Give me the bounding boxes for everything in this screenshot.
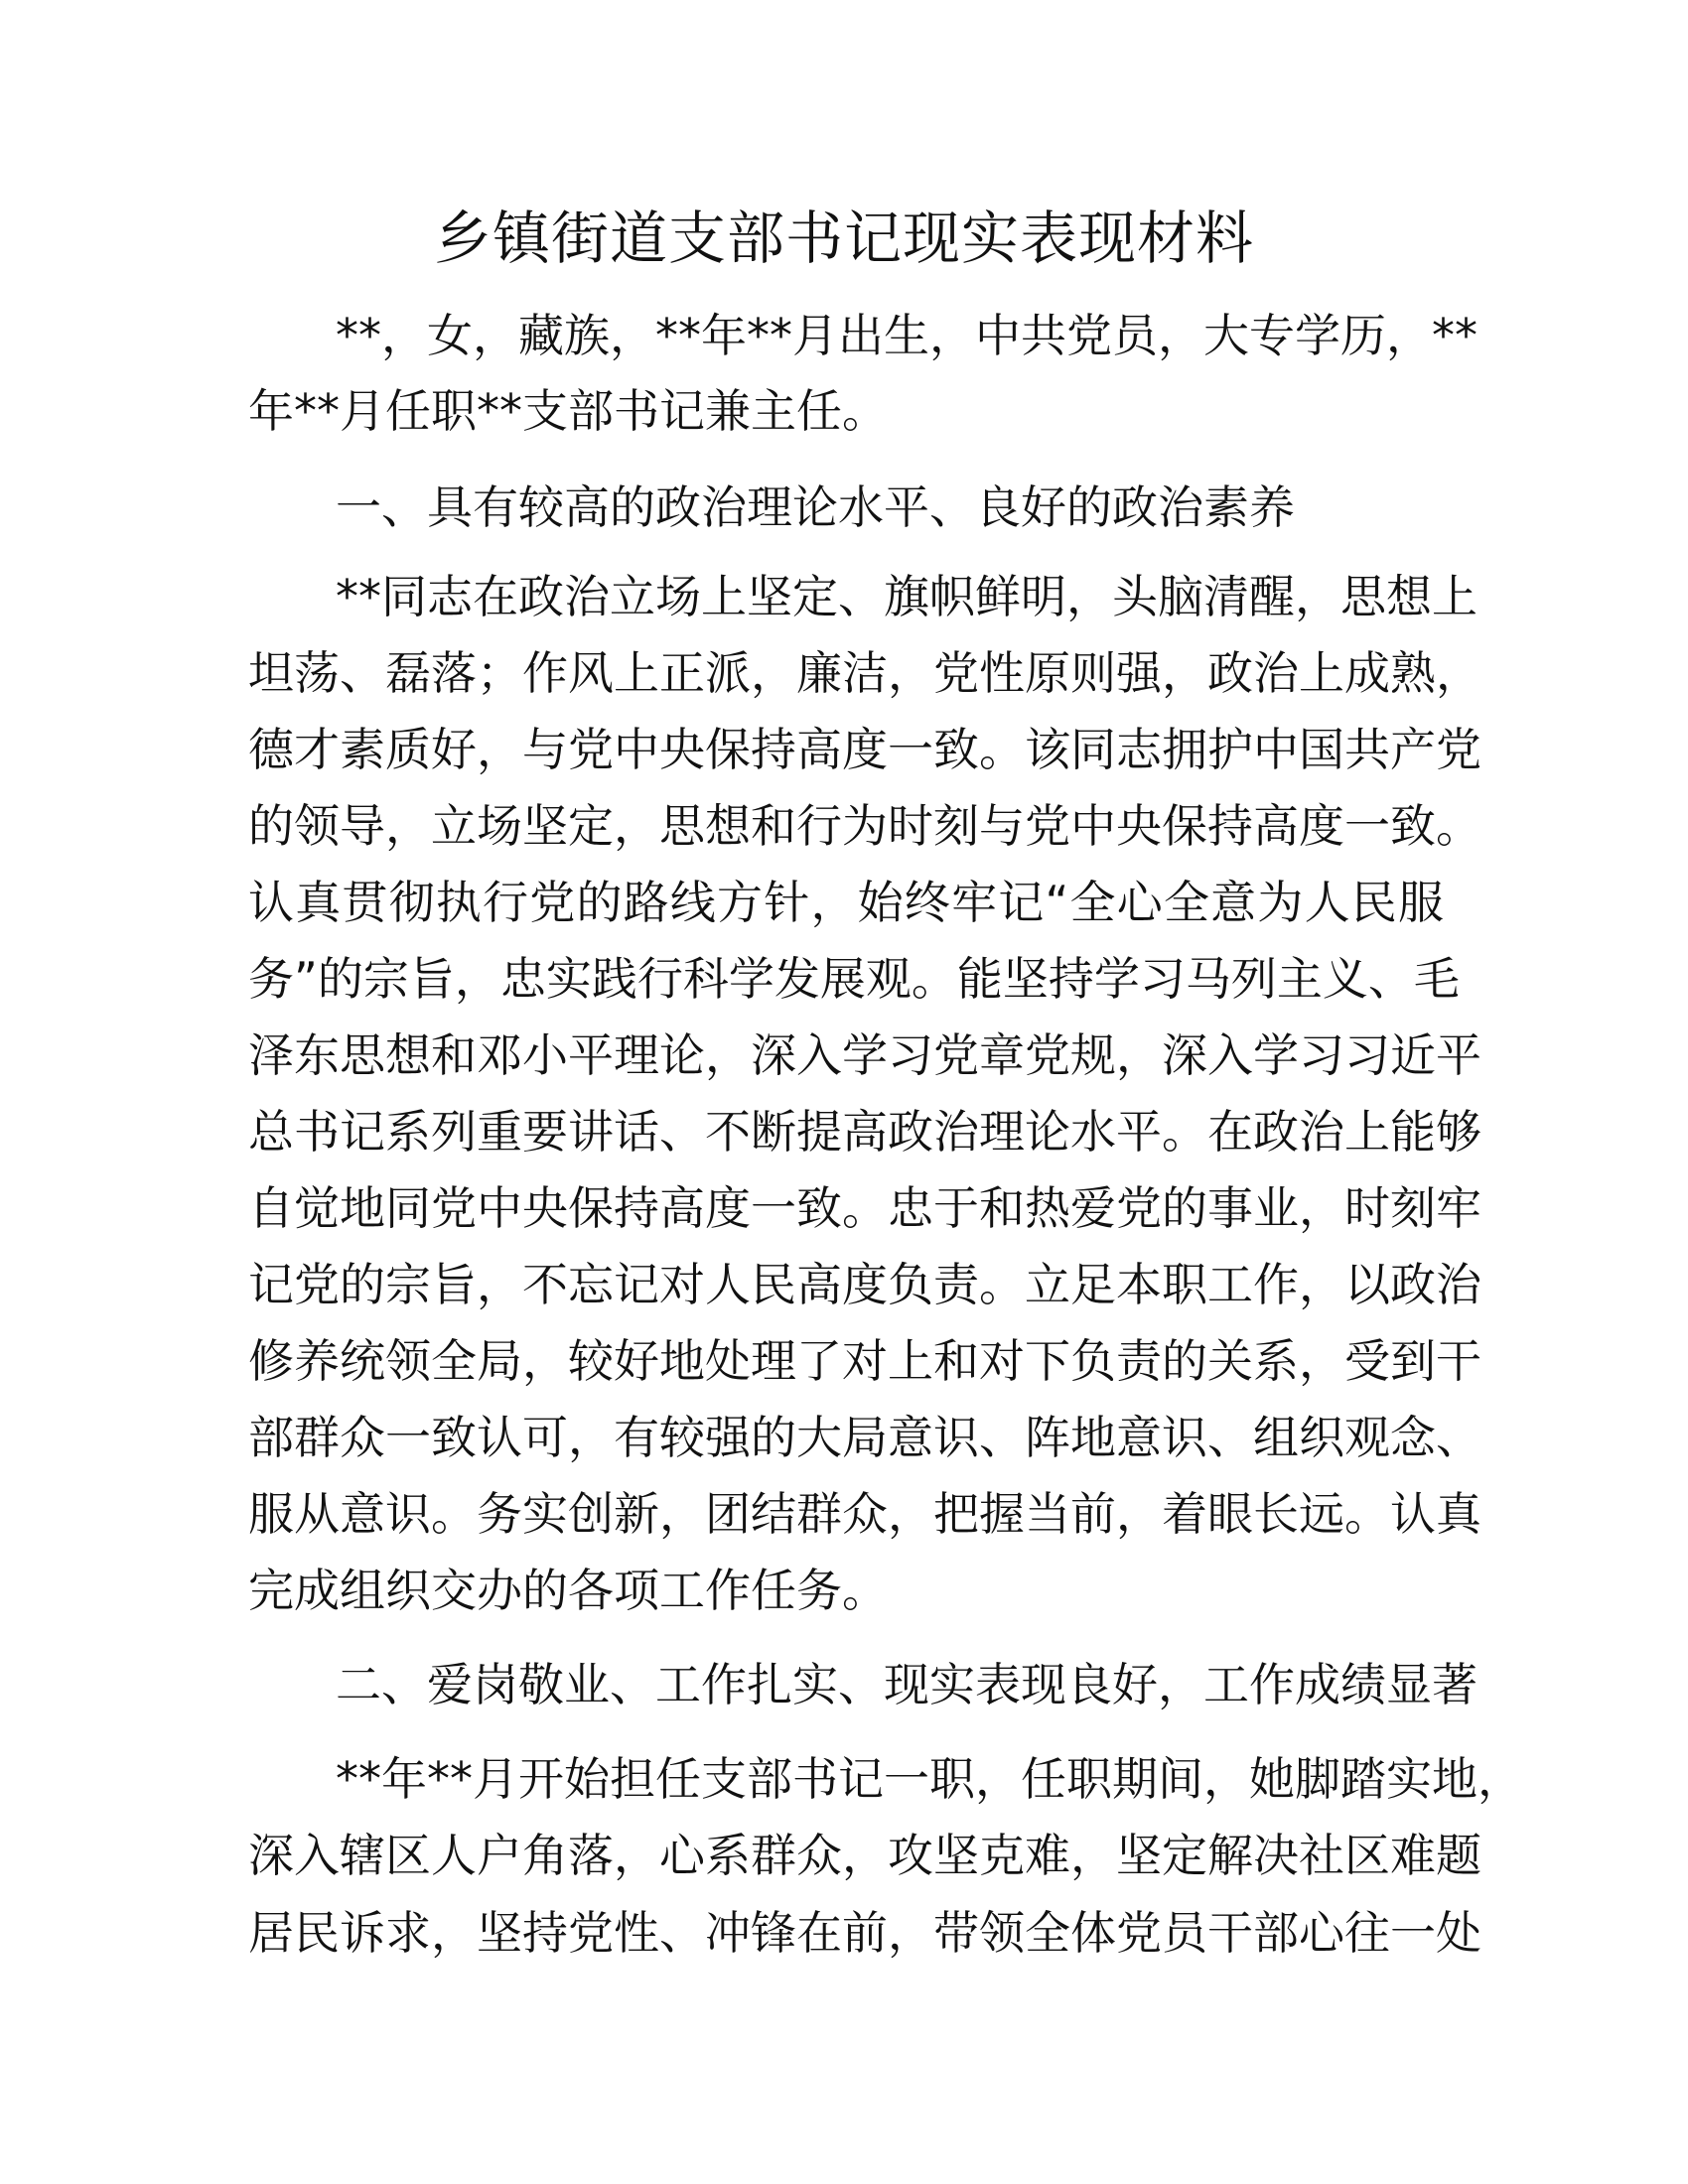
section-heading-2: 二、爱岗敬业、工作扎实、现实表现良好，工作成绩显著 — [336, 1658, 1477, 1711]
text-line: 认真贯彻执行党的路线方针，始终牢记“全心全意为人民服 — [248, 876, 1444, 929]
text-line: 修养统领全局，较好地处理了对上和对下负责的关系，受到干 — [248, 1334, 1481, 1388]
text-line: 务”的宗旨，忠实践行科学发展观。能坚持学习马列主义、毛 — [248, 952, 1460, 1006]
text-line: 的领导，立场坚定，思想和行为时刻与党中央保持高度一致。 — [248, 799, 1481, 853]
text-line: 完成组织交办的各项工作任务。 — [248, 1564, 888, 1617]
text-line: 德才素质好，与党中央保持高度一致。该同志拥护中国共产党 — [248, 723, 1481, 776]
text-line: 深入辖区人户角落，心系群众，攻坚克难，坚定解决社区难题 — [248, 1829, 1481, 1882]
text-line: 部群众一致认可，有较强的大局意识、阵地意识、组织观念、 — [248, 1411, 1481, 1464]
text-line: 总书记系列重要讲话、不断提高政治理论水平。在政治上能够 — [248, 1105, 1481, 1159]
text-line: 泽东思想和邓小平理论，深入学习党章党规，深入学习习近平 — [248, 1028, 1481, 1082]
text-line: 坦荡、磊落；作风上正派，廉洁，党性原则强，政治上成熟， — [248, 646, 1481, 700]
text-line: **年**月开始担任支部书记一职，任职期间，她脚踏实地， — [336, 1752, 1523, 1806]
text-line: 服从意识。务实创新，团结群众，把握当前，着眼长远。认真 — [248, 1487, 1481, 1541]
text-line: **，女，藏族，**年**月出生，中共党员，大专学历，** — [336, 309, 1477, 362]
text-line: 年**月任职**支部书记兼主任。 — [248, 384, 888, 438]
document-title: 乡镇街道支部书记现实表现材料 — [433, 205, 1254, 272]
section-heading-1: 一、具有较高的政治理论水平、良好的政治素养 — [336, 480, 1295, 534]
text-line: **同志在政治立场上坚定、旗帜鲜明，头脑清醒，思想上 — [336, 570, 1477, 623]
text-line: 居民诉求，坚持党性、冲锋在前，带领全体党员干部心往一处 — [248, 1906, 1481, 1960]
text-line: 自觉地同党中央保持高度一致。忠于和热爱党的事业，时刻牢 — [248, 1181, 1481, 1235]
text-line: 记党的宗旨，不忘记对人民高度负责。立足本职工作，以政治 — [248, 1258, 1481, 1311]
